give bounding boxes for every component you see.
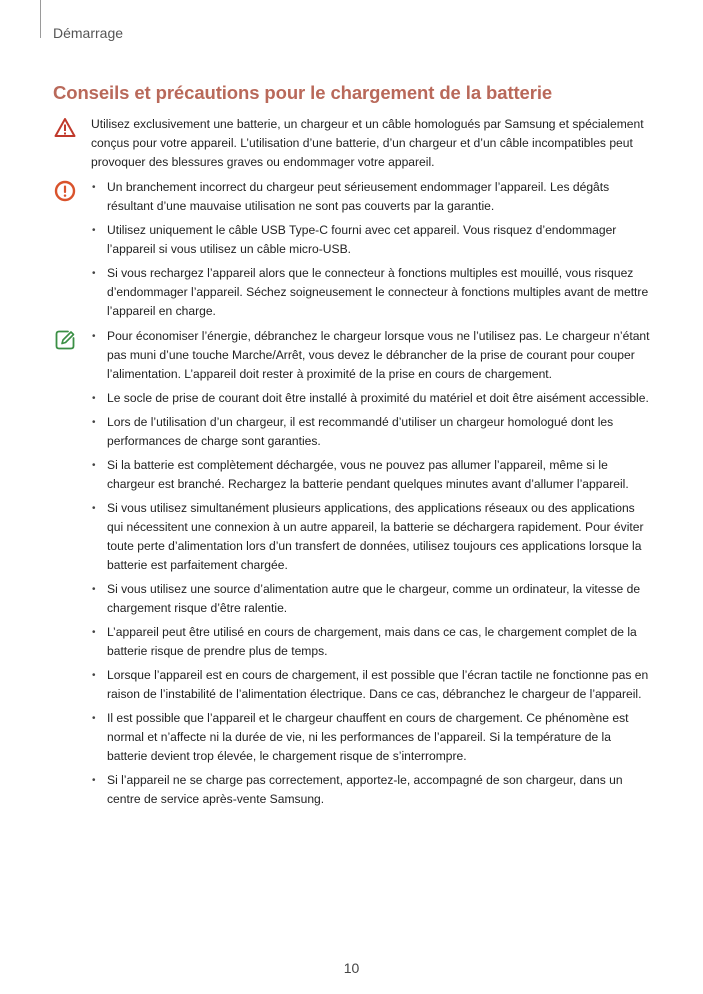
list-item: • Le socle de prise de courant doit être installé à proximité du matériel et doit être aisément accessible. (91, 389, 651, 408)
caution-exclamation-icon (54, 180, 76, 202)
notes-list (91, 327, 651, 814)
list-item: • Utilisez uniquement le câble USB Type-C fourni avec cet appareil. Vous risquez d’endommager l’appareil si vous utilisez un câble micro-USB. (91, 221, 651, 259)
warning-triangle-icon (54, 117, 76, 139)
list-item: • Lors de l’utilisation d’un chargeur, il est recommandé d’utiliser un chargeur homologué dont les performances de charge sont garanties. (91, 413, 651, 451)
list-item: • L’appareil peut être utilisé en cours de chargement, mais dans ce cas, le chargement complet de la batterie risque de prendre plus de temps. (91, 623, 651, 661)
list-item: • Il est possible que l’appareil et le chargeur chauffent en cours de chargement. Ce phénomène est normal et n’affecte ni la durée de vie, ni les performances de l’appareil. Si la température de la batterie devient trop élevée, le chargement risque de s’interrompre. (91, 709, 651, 766)
page-number: 10 (343, 960, 360, 976)
list-item: • Si vous utilisez une source d’alimentation autre que le chargeur, comme un ordinateur, la vitesse de chargement risque d’être ralentie. (91, 580, 651, 618)
list-item: • Lorsque l’appareil est en cours de chargement, il est possible que l’écran tactile ne fonctionne pas en raison de l’instabilité de l’alimentation électrique. Dans ce cas, débranchez le chargeur de l’appareil. (91, 666, 651, 704)
list-item: • Si vous rechargez l’appareil alors que le connecteur à fonctions multiples est mouillé, vous risquez d’endommager l’appareil. Séchez soigneusement le connecteur à fonctions multiples avant de mettre l’appareil en charge. (91, 264, 651, 321)
page-title: Conseils et précautions pour le chargement de la batterie (53, 82, 553, 103)
list-item: • Pour économiser l’énergie, débranchez le chargeur lorsque vous ne l’utilisez pas. Le chargeur n’étant pas muni d’une touche Marche/Arrêt, vous devez le débrancher de la prise de courant pour couper l’alimentation. L’appareil doit rester à proximité de la prise en cours de chargement. (91, 327, 651, 384)
list-item: • Si la batterie est complètement déchargée, vous ne pouvez pas allumer l’appareil, même si le chargeur est branché. Rechargez la batterie pendant quelques minutes avant d’allumer l’appareil. (91, 456, 651, 494)
list-item: • Un branchement incorrect du chargeur peut sérieusement endommager l’appareil. Les dégâts résultant d’une mauvaise utilisation ne sont pas couverts par la garantie. (91, 178, 651, 216)
caution-list (91, 178, 651, 326)
note-pencil-icon (54, 329, 76, 351)
list-item: • Si vous utilisez simultanément plusieurs applications, des applications réseaux ou des applications qui nécessitent une connexion à un autre appareil, la batterie se déchargera rapidement. Pour éviter toute perte d’alimentation lors d’un transfert de données, utilisez toujours ces applications lorsque la batterie est parfaitement chargée. (91, 499, 651, 575)
warning-text: Utilisez exclusivement une batterie, un chargeur et un câble homologués par Samsung et spécialement conçus pour votre appareil. L’utilisation d’une batterie, d’un chargeur et d’un câble incompatibles peut provoquer des blessures graves ou endommager votre appareil. (91, 117, 644, 169)
header-rule (40, 0, 41, 38)
list-item: • Si l’appareil ne se charge pas correctement, apportez-le, accompagné de son chargeur, dans un centre de service après-vente Samsung. (91, 771, 651, 809)
section-title: Démarrage (53, 25, 124, 41)
